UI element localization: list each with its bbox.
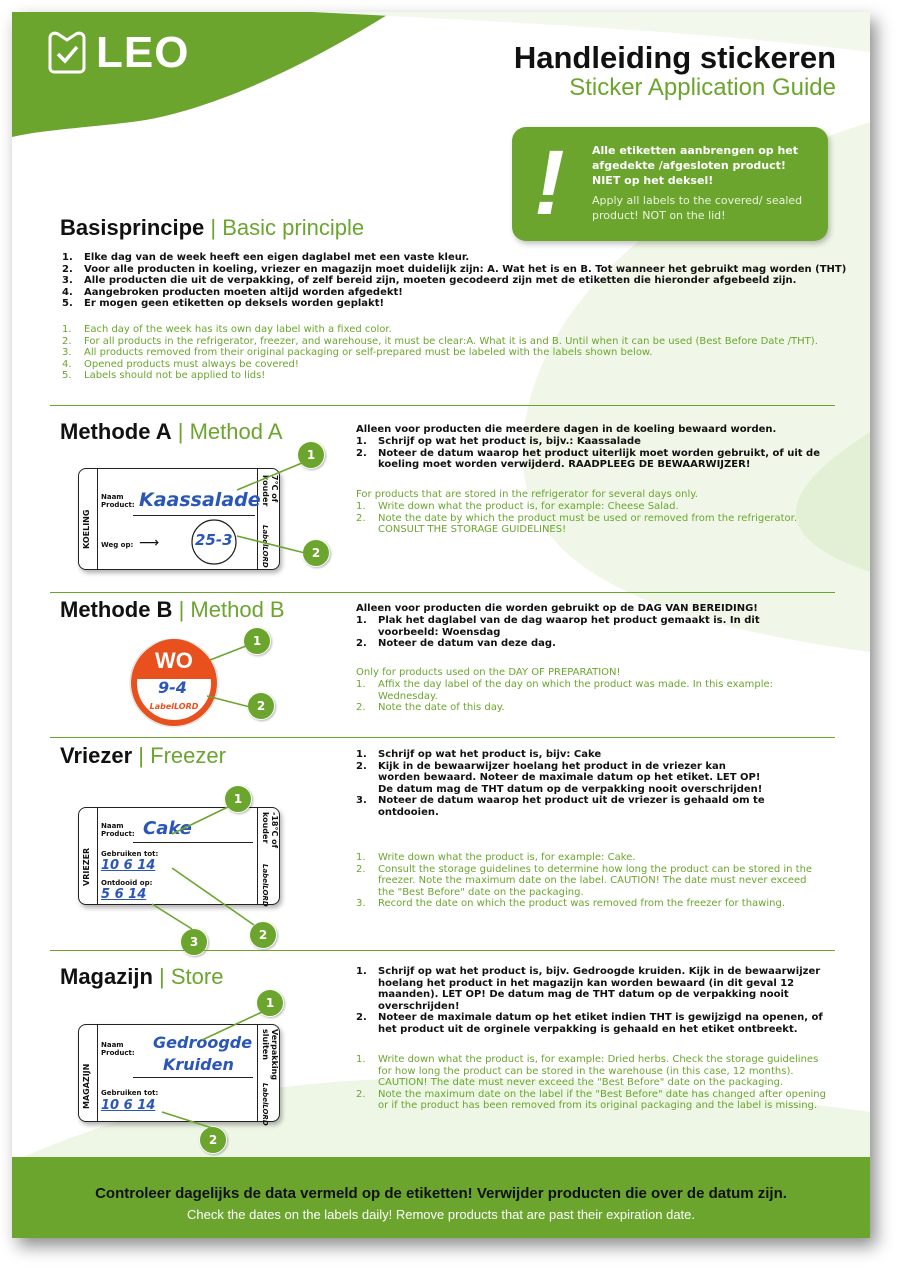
basic-list-nl — [62, 252, 852, 310]
method-b-heading — [60, 597, 285, 623]
list-item: 1. Write down what the product is, for example: Cake. — [356, 852, 636, 863]
method-a-intro-en: For products that are stored in the refrigerator for several days only. — [356, 489, 698, 500]
method-b-heading-nl: Methode B — [60, 597, 173, 622]
list-item: 2. Noteer de maximale datum op het etiket indien THT is gewijzigd na openen, of het product uit de orginele verpakking is gehaald en het etiket ontbreekt. — [356, 1012, 823, 1035]
method-a-heading-en: Method A — [189, 419, 283, 444]
list-item: 2. Noteer de datum van deze dag. — [356, 638, 556, 649]
label-temp-text: -18°C of kouder — [261, 812, 279, 849]
freezer-heading-nl: Vriezer — [60, 743, 133, 768]
label-date-handwriting: 25-3 — [195, 531, 233, 549]
step-badge-2: 2 — [247, 692, 275, 720]
list-item: 3. Noteer de datum waarop het product uit de vriezer is gehaald om te ontdooien. — [356, 795, 765, 818]
label-divider — [97, 1025, 98, 1121]
alert-box — [512, 127, 828, 241]
list-item: 1. Each day of the week has its own day label with a fixed color. — [62, 324, 392, 335]
method-b-intro-en: Only for products used on the DAY OF PREPARATION! — [356, 667, 621, 678]
page-title: Handleiding stickeren — [513, 40, 836, 75]
freezer-list-en — [356, 852, 826, 910]
list-item: 4. Aangebroken producten moeten altijd worden afgedekt! — [62, 286, 403, 298]
footer-text-nl: Controleer dagelijks de data vermeld op de etiketten! Verwijder producten die over de datum zijn. — [95, 1185, 787, 1202]
list-item: 5. Er mogen geen etiketten op deksels worden geplakt! — [62, 298, 385, 309]
method-a-heading — [60, 419, 283, 445]
list-item: 2. Note the maximum date on the label if the "Best Before" date has changed after opening or if the product has been removed from its original packaging and the label is missing. — [356, 1088, 826, 1111]
step-badge-1: 1 — [297, 441, 325, 469]
label-divider — [257, 1025, 258, 1121]
method-a-list-nl — [356, 436, 836, 471]
logo-text: LEO — [96, 28, 190, 77]
label-product-handwriting-line1: Gedroogde — [153, 1033, 253, 1052]
label-divider — [257, 469, 258, 569]
store-list-en — [356, 1054, 826, 1112]
label-underline — [133, 1077, 253, 1078]
label-closing-text: Verpakking sluiten — [261, 1029, 279, 1081]
store-label — [78, 1024, 280, 1126]
list-item: 3. All products removed from their original packaging or self-prepared must be labeled with the labels shown below. — [62, 347, 653, 358]
method-a-list-en — [356, 501, 836, 536]
list-item: 2. Voor alle producten in koeling, vriezer en magazijn moet duidelijk zijn: A. Wat het is en B. Tot wanneer het gebruikt mag worden (THT) — [62, 263, 847, 275]
list-item: 2. Note the date by which the product must be used or removed from the refrigerator. CONSULT THE STORAGE GUIDELINES! — [356, 512, 797, 535]
section-divider — [50, 405, 835, 406]
method-b-heading-en: Method B — [190, 597, 285, 622]
section-divider — [50, 592, 835, 593]
label-product-handwriting: Cake — [143, 818, 192, 839]
list-item: 2. Consult the storage guidelines to determine how long the product can be stored in the freezer. Note the maximum date on the label. CAUTION! The date must never exceed the "Best Before" date on the packaging. — [356, 863, 813, 898]
step-badge-1: 1 — [256, 989, 284, 1017]
label-use-caption: Gebruiken tot: — [101, 850, 159, 858]
step-badge-2: 2 — [302, 539, 330, 567]
section-divider — [50, 950, 835, 951]
list-item: 1. Schrijf op wat het product is, bijv.: Kaassalade — [356, 436, 641, 447]
label-product-handwriting: Kaassalade — [139, 489, 261, 511]
step-badge-1: 1 — [243, 627, 271, 655]
day-label-date: 9-4 — [158, 678, 187, 697]
label-name-caption: Naam Product: — [101, 1041, 135, 1057]
list-item: 2. Kijk in de bewaarwijzer hoelang het product in de vriezer kan worden bewaard. Noteer de maximale datum op het etiket. LET OP! De datum mag de THT datum op de verpakking nooit overschrijden! — [356, 760, 763, 795]
store-list-nl — [356, 966, 826, 1035]
footer-banner — [12, 1157, 870, 1238]
step-badge-1: 1 — [224, 785, 252, 813]
method-b-list-en — [356, 679, 786, 714]
guide-sheet — [12, 12, 870, 1238]
label-use-date: 10 6 14 — [101, 1098, 156, 1113]
cooling-label — [78, 468, 280, 570]
list-item: 5. Labels should not be applied to lids! — [62, 370, 266, 381]
store-heading-en: Store — [170, 964, 224, 989]
list-item: 1. Schrijf op wat het product is, bijv. Gedroogde kruiden. Kijk in de bewaarwijzer hoelang het product in het magazijn kan worden bewaard (in dit geval 12 maanden). LET OP! De datum mag de THT datum op de verpakking nooit overschrijden! — [356, 966, 821, 1012]
method-b-intro-nl: Alleen voor producten die worden gebruikt op de DAG VAN BEREIDING! — [356, 603, 758, 614]
store-heading-nl: Magazijn — [60, 964, 153, 989]
alert-text-en: Apply all labels to the covered/ sealed product! NOT on the lid! — [592, 194, 803, 222]
alert-text-nl: Alle etiketten aanbrengen op het afgedekte /afgesloten product! NIET op het deksel! — [592, 144, 799, 187]
label-side-text: VRIEZER — [82, 847, 91, 886]
list-item: 3. Record the date on which the product was removed from the freezer for thawing. — [356, 898, 786, 909]
method-b-list-nl — [356, 615, 786, 650]
exclamation-icon: ! — [534, 132, 565, 234]
arrow-right-icon: ⟶ — [139, 535, 160, 551]
basic-list-en — [62, 324, 852, 382]
page-subtitle: Sticker Application Guide — [569, 74, 836, 101]
step-badge-3: 3 — [180, 928, 208, 956]
label-thaw-date: 5 6 14 — [101, 887, 147, 902]
label-brand: LabelLORD — [261, 864, 269, 907]
label-brand: LabelLORD — [261, 1083, 269, 1126]
list-item: 2. Noteer de datum waarop het product uiterlijk moet worden gebruikt, of uit de koeling moet worden verwijderd. RAADPLEEG DE BEWAARWIJZER! — [356, 447, 821, 470]
step-badge-2: 2 — [199, 1126, 227, 1154]
heading-separator: | — [210, 215, 217, 240]
list-item: 1. Write down what the product is, for example: Dried herbs. Check the storage guidelines for how long the product can be stored in the warehouse (in this case, 12 months). CAUTION! The date must never exceed the "Best Before" date on the packaging. — [356, 1054, 819, 1088]
label-brand: LabelLORD — [261, 525, 269, 568]
freezer-heading-en: Freezer — [150, 743, 226, 768]
label-name-caption: Naam Product: — [101, 822, 135, 838]
heading-separator: | — [178, 597, 185, 622]
heading-separator: | — [177, 419, 184, 444]
label-temp-text: 7°C of kouder — [261, 475, 279, 507]
heading-separator: | — [159, 964, 165, 989]
label-use-date: 10 6 14 — [101, 858, 156, 873]
list-item: 1. Write down what the product is, for example: Cheese Salad. — [356, 501, 679, 512]
method-a-intro-nl: Alleen voor producten die meerdere dagen in de koeling bewaard worden. — [356, 424, 777, 435]
heading-separator: | — [138, 743, 145, 768]
label-underline — [133, 515, 255, 516]
label-divider — [97, 808, 98, 904]
list-item: 4. Opened products must always be covered! — [62, 358, 299, 370]
heart-check-icon — [44, 30, 90, 76]
label-side-text: MAGAZIJN — [82, 1063, 91, 1109]
list-item: 2. For all products in the refrigerator, freezer, and warehouse, it must be clear:A. What it is and B. Until when it can be used (Best Before Date /THT). — [62, 335, 818, 347]
list-item: 1. Plak het daglabel van de dag waarop het product gemaakt is. In dit voorbeeld: Woensdag — [356, 615, 760, 638]
basic-heading-en: Basic principle — [222, 215, 365, 240]
list-item: 1. Affix the day label of the day on which the product was made. In this example: Wednesday. — [356, 679, 774, 702]
freezer-label — [78, 807, 280, 905]
list-item: 2. Note the date of this day. — [356, 702, 505, 713]
label-side-text: KOELING — [82, 509, 91, 549]
label-remove-caption: Weg op: — [101, 541, 134, 549]
freezer-list-nl — [356, 749, 766, 818]
day-label-text: WO — [155, 648, 193, 673]
section-divider — [50, 737, 835, 738]
label-use-caption: Gebruiken tot: — [101, 1089, 159, 1097]
step-badge-2: 2 — [249, 921, 277, 949]
method-a-heading-nl: Methode A — [60, 419, 172, 444]
label-divider — [97, 469, 98, 569]
list-item: 1. Schrijf op wat het product is, bijv: Cake — [356, 749, 602, 760]
basic-heading-nl: Basisprincipe — [60, 215, 205, 240]
store-heading — [60, 964, 223, 990]
day-label-brand: LabelLORD — [149, 702, 199, 711]
label-name-caption: Naam Product: — [101, 493, 135, 509]
leo-logo — [44, 28, 189, 78]
list-item: 3. Alle producten die uit de verpakking, of zelf bereid zijn, moeten gecodeerd zijn met de etiketten die hieronder afgebeeld zijn. — [62, 275, 797, 286]
footer-text-en: Check the dates on the labels daily! Remove products that are past their expiration date. — [186, 1207, 695, 1222]
basic-heading — [60, 215, 364, 241]
list-item: 1. Elke dag van de week heeft een eigen daglabel met een vaste kleur. — [62, 252, 470, 263]
label-underline — [133, 842, 253, 843]
label-divider — [257, 808, 258, 904]
freezer-heading — [60, 743, 226, 769]
label-product-handwriting-line2: Kruiden — [163, 1055, 234, 1074]
label-thaw-caption: Ontdooid op: — [101, 879, 153, 887]
